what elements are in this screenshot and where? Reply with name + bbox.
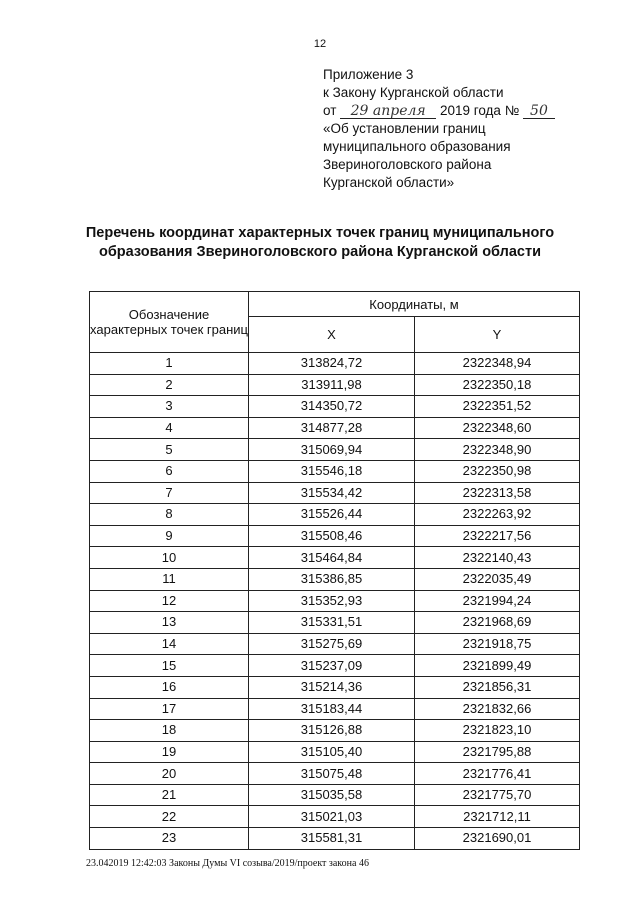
point-number-cell: 13 bbox=[90, 612, 249, 634]
coordinate-y-cell: 2321968,69 bbox=[415, 612, 580, 634]
table-row bbox=[90, 460, 580, 482]
table-row bbox=[90, 763, 580, 785]
coordinate-y-cell: 2321856,31 bbox=[415, 676, 580, 698]
point-number-cell: 7 bbox=[90, 482, 249, 504]
table-row bbox=[90, 482, 580, 504]
table-row bbox=[90, 828, 580, 850]
year-text: 2019 года № bbox=[439, 103, 520, 118]
coordinate-y-cell: 2322263,92 bbox=[415, 504, 580, 526]
coordinate-y-cell: 2322313,58 bbox=[415, 482, 580, 504]
coordinate-y-cell: 2322140,43 bbox=[415, 547, 580, 569]
coordinate-x-cell: 313911,98 bbox=[249, 374, 415, 396]
point-number-cell: 19 bbox=[90, 741, 249, 763]
coordinate-y-cell: 2322348,94 bbox=[415, 353, 580, 375]
coordinate-y-cell: 2322350,18 bbox=[415, 374, 580, 396]
coordinate-x-cell: 315352,93 bbox=[249, 590, 415, 612]
coordinate-y-cell: 2321712,11 bbox=[415, 806, 580, 828]
point-number-cell: 10 bbox=[90, 547, 249, 569]
point-number-cell: 5 bbox=[90, 439, 249, 461]
coordinate-y-cell: 2321690,01 bbox=[415, 828, 580, 850]
point-number-cell: 14 bbox=[90, 633, 249, 655]
coordinate-x-cell: 315581,31 bbox=[249, 828, 415, 850]
appendix-date-line bbox=[323, 102, 623, 120]
table-row bbox=[90, 612, 580, 634]
point-number-cell: 3 bbox=[90, 396, 249, 418]
point-number-cell: 6 bbox=[90, 460, 249, 482]
coordinate-y-cell: 2321795,88 bbox=[415, 741, 580, 763]
table-row bbox=[90, 698, 580, 720]
header-coordinates: Координаты, м bbox=[249, 292, 580, 317]
point-number-cell: 15 bbox=[90, 655, 249, 677]
point-number-cell: 21 bbox=[90, 784, 249, 806]
coordinate-x-cell: 315105,40 bbox=[249, 741, 415, 763]
table-row bbox=[90, 525, 580, 547]
coordinate-x-cell: 315183,44 bbox=[249, 698, 415, 720]
law-title-line-3: Звериноголовского района bbox=[323, 157, 492, 172]
coordinate-x-cell: 315126,88 bbox=[249, 720, 415, 742]
coordinate-y-cell: 2322351,52 bbox=[415, 396, 580, 418]
point-number-cell: 18 bbox=[90, 720, 249, 742]
header-y: Y bbox=[415, 317, 580, 353]
table-row bbox=[90, 504, 580, 526]
coordinate-y-cell: 2321823,10 bbox=[415, 720, 580, 742]
coordinate-y-cell: 2322348,90 bbox=[415, 439, 580, 461]
coordinate-y-cell: 2322348,60 bbox=[415, 417, 580, 439]
table-row bbox=[90, 439, 580, 461]
law-title-line-2: муниципального образования bbox=[323, 139, 511, 154]
coordinate-y-cell: 2321775,70 bbox=[415, 784, 580, 806]
coordinate-y-cell: 2321994,24 bbox=[415, 590, 580, 612]
table-row bbox=[90, 396, 580, 418]
point-number-cell: 8 bbox=[90, 504, 249, 526]
coordinate-x-cell: 315508,46 bbox=[249, 525, 415, 547]
table-row bbox=[90, 655, 580, 677]
footer-path: 23.042019 12:42:03 Законы Думы VI созыва/2019/проект закона 46 bbox=[86, 858, 369, 869]
table-row bbox=[90, 374, 580, 396]
appendix-law-ref: к Закону Курганской области bbox=[323, 85, 504, 100]
document-title bbox=[30, 224, 610, 262]
coordinate-y-cell: 2321832,66 bbox=[415, 698, 580, 720]
header-point-label: Обозначение характерных точек границ bbox=[90, 292, 249, 353]
coordinate-x-cell: 315021,03 bbox=[249, 806, 415, 828]
coordinate-x-cell: 315526,44 bbox=[249, 504, 415, 526]
point-number-cell: 23 bbox=[90, 828, 249, 850]
title-line-2: образования Звериноголовского района Курганской области bbox=[98, 244, 542, 260]
coordinate-x-cell: 315214,36 bbox=[249, 676, 415, 698]
coordinate-x-cell: 315546,18 bbox=[249, 460, 415, 482]
table-row bbox=[90, 720, 580, 742]
title-line-1: Перечень координат характерных точек границ муниципального bbox=[85, 225, 555, 241]
table-row bbox=[90, 676, 580, 698]
coordinates-table bbox=[89, 291, 580, 850]
coordinate-y-cell: 2322217,56 bbox=[415, 525, 580, 547]
date-prefix: от bbox=[323, 103, 337, 118]
header-x: X bbox=[249, 317, 415, 353]
point-number-cell: 4 bbox=[90, 417, 249, 439]
page-number: 12 bbox=[313, 38, 327, 50]
coordinate-x-cell: 314877,28 bbox=[249, 417, 415, 439]
coordinate-x-cell: 315386,85 bbox=[249, 568, 415, 590]
coordinate-x-cell: 315035,58 bbox=[249, 784, 415, 806]
point-number-cell: 1 bbox=[90, 353, 249, 375]
table-row bbox=[90, 417, 580, 439]
table-row bbox=[90, 353, 580, 375]
point-number-cell: 16 bbox=[90, 676, 249, 698]
table-row bbox=[90, 741, 580, 763]
coordinate-x-cell: 315237,09 bbox=[249, 655, 415, 677]
coordinate-x-cell: 313824,72 bbox=[249, 353, 415, 375]
coordinate-x-cell: 315331,51 bbox=[249, 612, 415, 634]
point-number-cell: 17 bbox=[90, 698, 249, 720]
appendix-block bbox=[323, 66, 623, 192]
point-number-cell: 12 bbox=[90, 590, 249, 612]
point-number-cell: 22 bbox=[90, 806, 249, 828]
table-row bbox=[90, 633, 580, 655]
coordinate-y-cell: 2322350,98 bbox=[415, 460, 580, 482]
coordinate-y-cell: 2321776,41 bbox=[415, 763, 580, 785]
coordinate-x-cell: 315464,84 bbox=[249, 547, 415, 569]
law-title-line-4: Курганской области» bbox=[323, 175, 455, 190]
coordinate-x-cell: 315275,69 bbox=[249, 633, 415, 655]
point-number-cell: 11 bbox=[90, 568, 249, 590]
handwritten-date: 29 апреля bbox=[340, 104, 436, 119]
coordinate-y-cell: 2321918,75 bbox=[415, 633, 580, 655]
table-row bbox=[90, 590, 580, 612]
table-row bbox=[90, 568, 580, 590]
table-row bbox=[90, 547, 580, 569]
appendix-title: Приложение 3 bbox=[323, 67, 414, 82]
coordinate-x-cell: 314350,72 bbox=[249, 396, 415, 418]
point-number-cell: 9 bbox=[90, 525, 249, 547]
coordinate-y-cell: 2322035,49 bbox=[415, 568, 580, 590]
coordinate-x-cell: 315069,94 bbox=[249, 439, 415, 461]
table-row bbox=[90, 784, 580, 806]
law-title-line-1: «Об установлении границ bbox=[323, 121, 486, 136]
coordinate-y-cell: 2321899,49 bbox=[415, 655, 580, 677]
point-number-cell: 2 bbox=[90, 374, 249, 396]
point-number-cell: 20 bbox=[90, 763, 249, 785]
handwritten-law-number: 50 bbox=[523, 104, 555, 119]
table-row bbox=[90, 806, 580, 828]
coordinate-x-cell: 315075,48 bbox=[249, 763, 415, 785]
coordinate-x-cell: 315534,42 bbox=[249, 482, 415, 504]
